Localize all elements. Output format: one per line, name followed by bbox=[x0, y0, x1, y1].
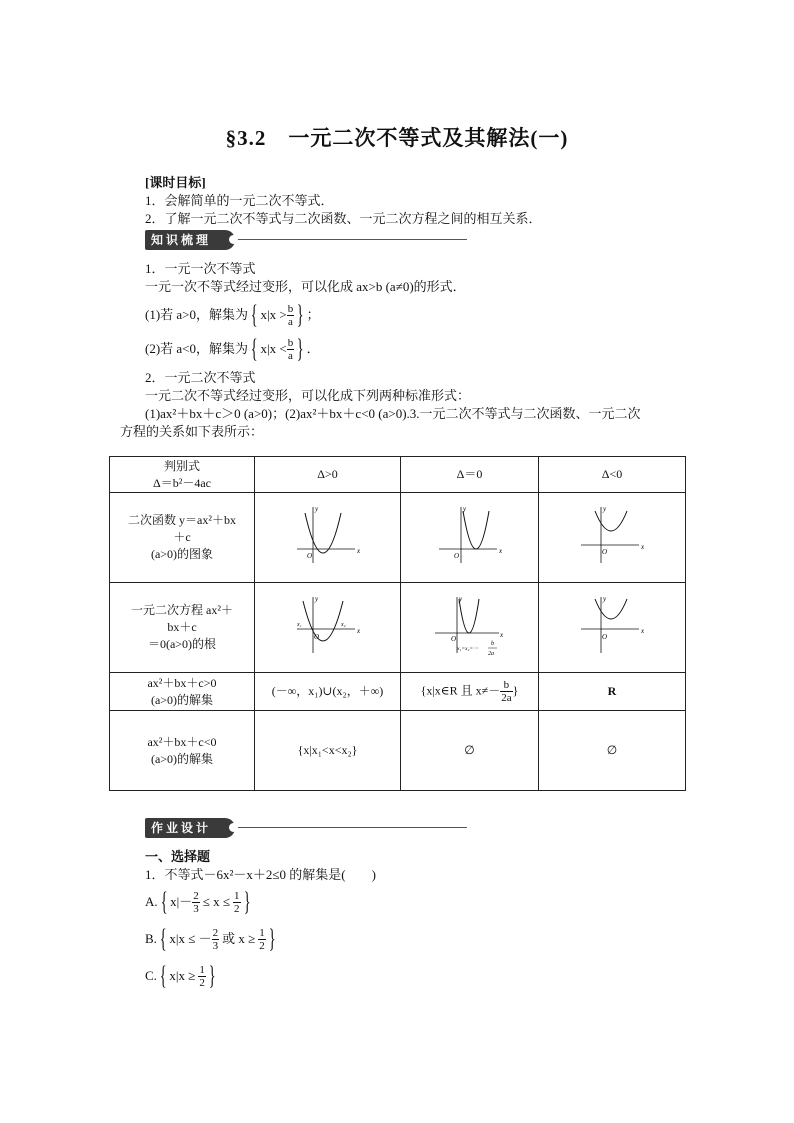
brace-left-icon: { bbox=[160, 887, 168, 916]
svg-text:y: y bbox=[314, 505, 318, 513]
svg-text:x₁: x₁ bbox=[296, 622, 302, 628]
row-lt-label: ax²＋bx＋c<0 (a>0)的解集 bbox=[110, 711, 255, 791]
brace-right-icon: } bbox=[243, 887, 251, 916]
brace-right-icon: } bbox=[296, 300, 304, 329]
section2-forms-cont: 方程的关系如下表所示： bbox=[120, 424, 264, 439]
homework-banner-label: 作业设计 bbox=[145, 818, 235, 838]
case2-prefix: (2)若 a<0，解集为 bbox=[145, 341, 249, 356]
parabola-two-roots-graph bbox=[293, 503, 363, 567]
section1-case2 bbox=[145, 332, 320, 366]
case1-suffix: ； bbox=[306, 307, 320, 322]
roots-none bbox=[539, 583, 686, 673]
svg-text:x: x bbox=[641, 543, 645, 551]
gt-double-root: {x|x∈R 且 x≠－ $\frac{b}{2a}$ } bbox=[401, 673, 539, 711]
table-row bbox=[110, 457, 686, 493]
banner-dot-icon bbox=[229, 235, 238, 244]
frac-num: b bbox=[287, 302, 294, 315]
section1-case1 bbox=[145, 298, 320, 332]
svg-text:2a: 2a bbox=[487, 651, 494, 657]
table-row bbox=[110, 711, 686, 791]
section2-desc: 一元二次不等式经过变形，可以化成下列两种标准形式： bbox=[145, 388, 471, 403]
graph-two-roots bbox=[255, 493, 401, 583]
svg-text:O: O bbox=[453, 552, 459, 560]
frac-den: a bbox=[287, 349, 293, 362]
svg-text:y: y bbox=[458, 595, 462, 603]
brace-left-icon: { bbox=[250, 334, 258, 363]
table-header-label: 判别式 Δ＝b²－4ac bbox=[110, 457, 255, 493]
brace-right-icon: } bbox=[296, 334, 304, 363]
goal-item-2: 2．了解一元二次不等式与二次函数、一元二次方程之间的相互关系． bbox=[145, 211, 542, 226]
svg-text:y: y bbox=[603, 595, 607, 603]
section2-forms: (1)ax²＋bx＋c＞0 (a>0)；(2)ax²＋bx＋c<0 (a>0).3.一元二次不等式与二次函数、一元二次 bbox=[145, 406, 641, 421]
parabola-one-root-graph bbox=[435, 503, 505, 567]
goals-heading: [课时目标] bbox=[145, 175, 206, 190]
row-function-label: 二次函数 y＝ax²＋bx ＋c (a>0)的图象 bbox=[110, 493, 255, 583]
option-c: C. { x|x ≥ $\frac{1}{2}$ } bbox=[145, 961, 216, 990]
page-title: §3.2 一元二次不等式及其解法(一) bbox=[225, 126, 569, 150]
lt-no-root: ∅ bbox=[539, 711, 686, 791]
roots-two-graph bbox=[293, 593, 363, 657]
svg-text:y: y bbox=[462, 505, 466, 513]
section1-desc: 一元一次不等式经过变形，可以化成 ax>b (a≠0)的形式． bbox=[145, 279, 466, 294]
col-delta-positive: Δ>0 bbox=[255, 457, 401, 493]
option-b: B. { x|x ≤ － $\frac{2}{3}$ 或 x ≥ $\frac{1}{2}$ } bbox=[145, 924, 276, 953]
roots-none-graph bbox=[577, 593, 647, 657]
brace-left-icon: { bbox=[159, 961, 167, 990]
goal-item-1: 1．会解简单的一元二次不等式． bbox=[145, 193, 334, 208]
brace-left-icon: { bbox=[159, 924, 167, 953]
svg-text:O: O bbox=[602, 548, 608, 556]
svg-text:b: b bbox=[490, 641, 494, 647]
svg-text:y: y bbox=[314, 595, 318, 603]
svg-text:x: x bbox=[356, 627, 360, 635]
case1-prefix: (1)若 a>0，解集为 bbox=[145, 307, 249, 322]
case1-set: x|x > bbox=[260, 307, 287, 322]
relation-table bbox=[109, 456, 686, 791]
svg-text:O: O bbox=[313, 633, 319, 641]
row-equation-label: 一元二次方程 ax²＋ bx＋c ＝0(a>0)的根 bbox=[110, 583, 255, 673]
case2-suffix: ． bbox=[306, 341, 320, 356]
exercise-heading: 一、选择题 bbox=[145, 849, 211, 864]
svg-text:O: O bbox=[450, 635, 456, 643]
row-gt-label: ax²＋bx＋c>0 (a>0)的解集 bbox=[110, 673, 255, 711]
frac-num: b bbox=[287, 336, 294, 349]
lt-double-root: ∅ bbox=[401, 711, 539, 791]
svg-text:x₂: x₂ bbox=[340, 622, 346, 628]
gt-two-roots: (－∞，x₁)∪(x₂，＋∞) bbox=[255, 673, 401, 711]
banner-dot-icon bbox=[229, 823, 238, 832]
svg-text:O: O bbox=[602, 633, 608, 641]
col-delta-negative: Δ<0 bbox=[539, 457, 686, 493]
svg-text:O: O bbox=[306, 552, 312, 560]
svg-text:x: x bbox=[499, 631, 503, 639]
frac-den: a bbox=[287, 315, 293, 328]
svg-text:x: x bbox=[356, 547, 360, 555]
brace-right-icon: } bbox=[208, 961, 216, 990]
homework-banner bbox=[145, 818, 467, 838]
graph-one-root bbox=[401, 493, 539, 583]
lt-two-roots: {x|x₁<x<x₂} bbox=[255, 711, 401, 791]
section2-heading: 2．一元二次不等式 bbox=[145, 370, 256, 385]
svg-text:x: x bbox=[641, 627, 645, 635]
col-delta-zero: Δ＝0 bbox=[401, 457, 539, 493]
table-row bbox=[110, 493, 686, 583]
knowledge-banner bbox=[145, 230, 467, 250]
svg-text:x₁=x₂=－: x₁=x₂=－ bbox=[456, 646, 479, 652]
brace-right-icon: } bbox=[268, 924, 276, 953]
brace-left-icon: { bbox=[250, 300, 258, 329]
section1-heading: 1．一元一次不等式 bbox=[145, 261, 256, 276]
parabola-no-root-graph bbox=[577, 503, 647, 567]
table-row bbox=[110, 673, 686, 711]
svg-text:x: x bbox=[498, 547, 502, 555]
graph-no-root bbox=[539, 493, 686, 583]
gt-no-root: R bbox=[539, 673, 686, 711]
svg-text:y: y bbox=[603, 505, 607, 513]
knowledge-banner-label: 知识梳理 bbox=[145, 230, 235, 250]
case2-set: x|x < bbox=[260, 341, 287, 356]
roots-double bbox=[401, 583, 539, 673]
roots-two bbox=[255, 583, 401, 673]
table-row bbox=[110, 583, 686, 673]
question-1: 1．不等式－6x²－x＋2≤0 的解集是( ) bbox=[145, 867, 376, 882]
roots-double-graph bbox=[435, 593, 505, 657]
option-a: A. { x|－ $\frac{2}{3}$ ≤ x ≤ $\frac{1}{2}$ } bbox=[145, 887, 251, 916]
